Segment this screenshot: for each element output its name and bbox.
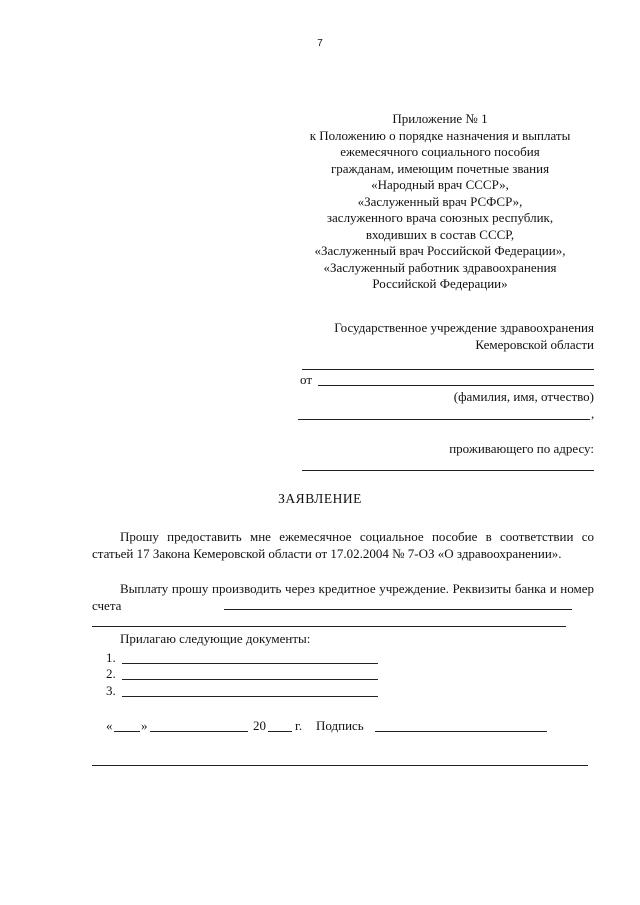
fio-continuation-line[interactable]: [298, 419, 590, 420]
fio-comma: ,: [591, 406, 595, 421]
documents-intro: Прилагаю следующие документы:: [120, 631, 311, 646]
appendix-line: входивших в состав СССР,: [365, 226, 515, 242]
appendix-line: «Народный врач СССР»,: [371, 177, 509, 192]
bottom-rule: [92, 765, 588, 766]
fio-input-line[interactable]: [318, 385, 594, 386]
appendix-line: «Заслуженный врач Российской Федерации»,: [314, 243, 566, 258]
address-input-line[interactable]: [302, 470, 594, 471]
request-paragraph: Прошу предоставить мне ежемесячное социальное пособие в соответствии со статьей 17 Закона Кемеровской области от 17.02.2004 № 7-ОЗ «О здравоохранении».: [92, 529, 594, 561]
address-label: проживающего по адресу:: [449, 441, 594, 456]
date-quote-open: «: [106, 718, 113, 733]
from-label: от: [300, 372, 313, 387]
appendix-line: Российской Федерации»: [372, 276, 508, 291]
bank-details-line[interactable]: [224, 609, 572, 610]
document-item-number: 3.: [106, 683, 116, 698]
bank-details-line-2[interactable]: [92, 626, 566, 627]
date-year-line[interactable]: [268, 731, 292, 732]
appendix-line: заслуженного врача союзных республик,: [326, 210, 554, 225]
appendix-line: «Заслуженный врач РСФСР»,: [357, 193, 523, 209]
date-month-line[interactable]: [150, 731, 248, 732]
date-day-line[interactable]: [114, 731, 140, 732]
appendix-line: Приложение № 1: [392, 111, 488, 126]
signature-line[interactable]: [375, 731, 547, 732]
org-name-line2: Кемеровской области: [475, 336, 594, 352]
date-year-prefix: 20: [253, 718, 266, 733]
addressee-block: [264, 320, 594, 353]
appendix-line: ежемесячного социального пособия: [340, 144, 540, 159]
page-number: 7: [317, 38, 323, 49]
payment-text: Выплату прошу производить через кредитное учреждение. Реквизиты банка и номер счета: [92, 581, 594, 613]
appendix-line: «Заслуженный работник здравоохранения: [323, 259, 557, 275]
signature-label: Подпись: [316, 718, 364, 733]
document-item-line[interactable]: [122, 679, 378, 680]
addressee-blank-line[interactable]: [302, 369, 594, 370]
date-year-suffix: г.: [295, 718, 303, 733]
date-quote-close: »: [141, 718, 148, 733]
appendix-line: гражданам, имеющим почетные звания: [330, 160, 550, 176]
appendix-header: [270, 111, 610, 293]
document-item-number: 1.: [106, 650, 116, 665]
document-item-number: 2.: [106, 666, 116, 681]
document-item-line[interactable]: [122, 696, 378, 697]
appendix-line: к Положению о порядке назначения и выплаты: [309, 127, 571, 143]
fio-hint: (фамилия, имя, отчество): [453, 389, 594, 404]
document-item-line[interactable]: [122, 663, 378, 664]
document-title: ЗАЯВЛЕНИЕ: [278, 491, 362, 506]
org-name-line1: Государственное учреждение здравоохранения: [334, 320, 594, 335]
